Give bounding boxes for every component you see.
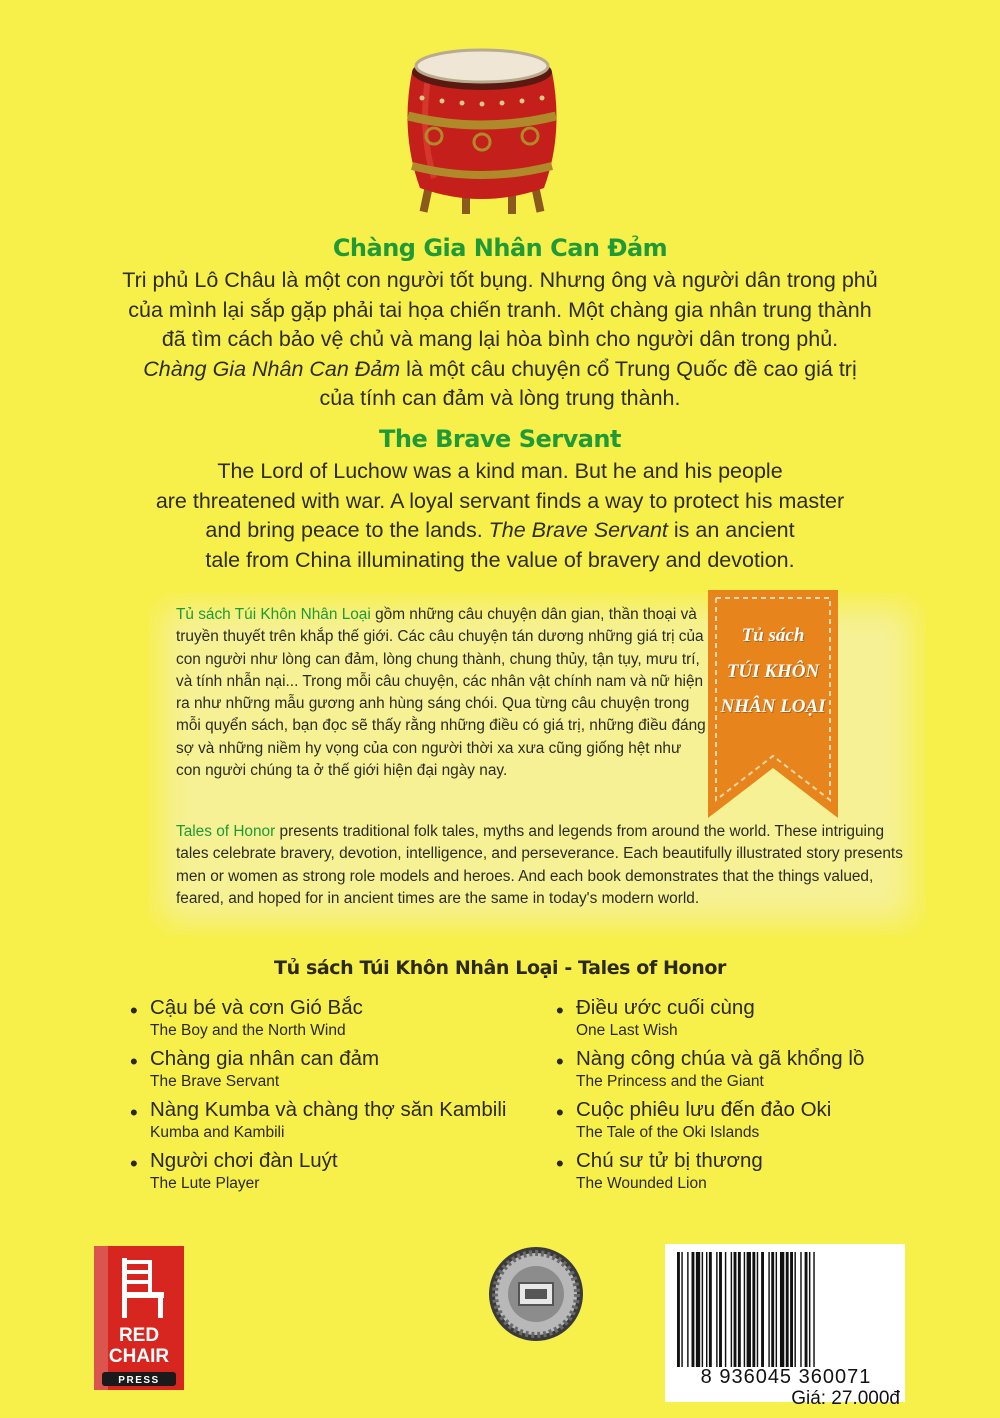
drum-illustration — [398, 38, 566, 216]
barcode-bar — [687, 1252, 688, 1367]
story-vn-book-title: Chàng Gia Nhân Can Đảm — [143, 356, 401, 381]
story-en-line: tale from China illuminating the value of bravery and devotion. — [205, 547, 795, 572]
book-title-en: The Boy and the North Wind — [150, 1022, 346, 1039]
ribbon-text: NHÂN LOẠI — [720, 696, 826, 717]
barcode-bar — [790, 1252, 793, 1367]
book-title-vn: Cuộc phiêu lưu đến đảo Oki — [576, 1098, 832, 1121]
barcode-bar — [761, 1252, 764, 1367]
book-list-title: Tủ sách Túi Khôn Nhân Loại - Tales of Honor — [274, 957, 726, 979]
price-label: Giá: 27.000đ — [791, 1388, 900, 1409]
barcode-bar — [709, 1252, 712, 1367]
barcode-bar — [731, 1252, 732, 1367]
book-title-vn: Người chơi đàn Luýt — [150, 1149, 338, 1172]
barcode-bar — [734, 1252, 737, 1367]
story-vn-line: của mình lại sắp gặp phải tai họa chiến tranh. Một chàng gia nhân trung thành — [128, 297, 872, 322]
book-title-vn: Điều ước cuối cùng — [576, 996, 755, 1019]
story-description-vn — [90, 266, 910, 414]
series-text-en: presents traditional folk tales, myths and legends from around the world. These intriguing tales celebrate bravery, devotion, intelligence, and perseverance. Each beautifully illustrated story presents men or women as strong role models and heroes. And each book demonstrates that the things valued, feared, and hoped for in ancient times are the same in today's modern world. — [176, 823, 903, 907]
barcode-bar — [692, 1252, 695, 1367]
barcode-bar — [677, 1252, 680, 1367]
book-list-right — [556, 995, 956, 1199]
story-en-line — [90, 516, 910, 546]
book-item — [130, 1148, 530, 1199]
book-title-vn: Chú sư tử bị thương — [576, 1149, 763, 1172]
barcode-bar — [738, 1252, 741, 1367]
barcode-bar — [681, 1252, 682, 1367]
book-item — [556, 1148, 956, 1199]
barcode-bar — [716, 1252, 717, 1367]
isbn-number: 8 936045 360071 — [700, 1366, 872, 1388]
barcode-bar — [744, 1252, 745, 1367]
hologram-seal-icon — [487, 1245, 585, 1343]
barcode-bar — [702, 1252, 703, 1367]
ribbon-text: TÚI KHÔN — [726, 661, 820, 682]
book-item — [556, 1046, 956, 1097]
story-vn-line: Tri phủ Lô Châu là một con người tốt bụng. Nhưng ông và người dân trong phủ — [122, 268, 878, 292]
publisher-logo-text: PRESS — [118, 1375, 160, 1386]
barcode-bar — [776, 1252, 777, 1367]
book-item — [130, 995, 530, 1046]
story-en-line-start: and bring peace to the lands. — [205, 518, 489, 542]
series-description-vn — [176, 604, 706, 782]
publisher-logo-text: RED — [118, 1325, 160, 1346]
bullet-icon: • — [556, 998, 564, 1023]
book-title-vn: Nàng công chúa và gã khổng lồ — [576, 1047, 865, 1070]
barcode-bar — [771, 1252, 774, 1367]
barcode-bar — [747, 1252, 751, 1367]
bullet-icon: • — [130, 1151, 138, 1176]
bullet-icon: • — [556, 1100, 564, 1125]
barcode-bar — [719, 1252, 722, 1367]
story-vn-line-rest: là một câu chuyện cổ Trung Quốc đề cao giá trị — [400, 356, 857, 381]
barcode-bar — [805, 1252, 808, 1367]
book-title-en: The Lute Player — [150, 1175, 260, 1192]
barcode-bar — [752, 1252, 755, 1367]
bullet-icon: • — [130, 1100, 138, 1125]
series-text-vn: gồm những câu chuyện dân gian, thần thoại và truyền thuyết trên khắp thế giới. Các câu chuyện tán dương những giá trị của con người như lòng can đảm, lòng chung thành, chung thủy, tận tụy, mưu trí, và tính nhẫn nại... Trong mỗi câu chuyện, các nhân vật chính nam và nữ hiện ra như những mẫu gương anh hùng sáng chói. Qua từng câu chuyện trong mỗi quyển sách, bạn đọc sẽ thấy rằng những điều có giá trị, những điều đáng sợ và những niềm hy vọng của con người thời xa xưa cũng giống hệt như con người chúng ta ở thế giới hiện đại ngày nay. — [176, 606, 706, 780]
story-en-book-title: The Brave Servant — [488, 518, 668, 542]
barcode-bar — [786, 1252, 789, 1367]
barcode-bar — [706, 1252, 707, 1367]
barcode-icon — [675, 1252, 895, 1367]
story-en-line-end: is an ancient — [667, 518, 795, 542]
book-item — [130, 1097, 530, 1148]
book-title-en: One Last Wish — [576, 1022, 678, 1039]
book-list-left — [130, 995, 530, 1199]
barcode-bar — [809, 1252, 810, 1367]
series-description-en — [176, 821, 906, 910]
book-title-vn: Cậu bé và cơn Gió Bắc — [150, 996, 363, 1019]
bullet-icon: • — [130, 998, 138, 1023]
story-title-en: The Brave Servant — [379, 425, 621, 453]
barcode-bar — [794, 1252, 795, 1367]
barcode-bar — [800, 1252, 801, 1367]
book-item — [556, 1097, 956, 1148]
book-title-vn: Nàng Kumba và chàng thợ săn Kambili — [150, 1098, 507, 1121]
book-title-en: Kumba and Kambili — [150, 1124, 285, 1141]
story-vn-line: của tính can đảm và lòng trung thành. — [319, 386, 681, 410]
barcode-bar — [757, 1252, 758, 1367]
series-name-vn: Tủ sách Túi Khôn Nhân Loại — [176, 606, 371, 623]
barcode-bar — [696, 1252, 700, 1367]
story-description-en — [90, 457, 910, 575]
book-title-en: The Brave Servant — [150, 1073, 280, 1090]
barcode-bar — [768, 1252, 769, 1367]
bullet-icon: • — [556, 1151, 564, 1176]
story-title-vn: Chàng Gia Nhân Can Đảm — [332, 234, 668, 262]
story-en-line: The Lord of Luchow was a kind man. But he and his people — [217, 459, 783, 483]
book-title-en: The Princess and the Giant — [576, 1073, 764, 1090]
ribbon-text: Tủ sách — [741, 625, 805, 646]
red-chair-press-logo — [94, 1246, 184, 1390]
bullet-icon: • — [130, 1049, 138, 1074]
barcode-bar — [813, 1252, 814, 1367]
story-vn-line — [90, 355, 910, 385]
book-title-en: The Wounded Lion — [576, 1175, 707, 1192]
story-vn-line: đã tìm cách bảo vệ chủ và mang lại hòa bình cho người dân trong phủ. — [161, 327, 839, 351]
book-item — [556, 995, 956, 1046]
story-en-line: are threatened with war. A loyal servant finds a way to protect his master — [155, 488, 845, 513]
book-item — [130, 1046, 530, 1097]
barcode-bar — [780, 1252, 784, 1367]
book-title-en: The Tale of the Oki Islands — [576, 1124, 760, 1141]
series-name-en: Tales of Honor — [176, 823, 276, 840]
barcode-bar — [725, 1252, 726, 1367]
book-title-vn: Chàng gia nhân can đảm — [150, 1047, 380, 1070]
bullet-icon: • — [556, 1049, 564, 1074]
publisher-logo-text: CHAIR — [108, 1346, 170, 1367]
